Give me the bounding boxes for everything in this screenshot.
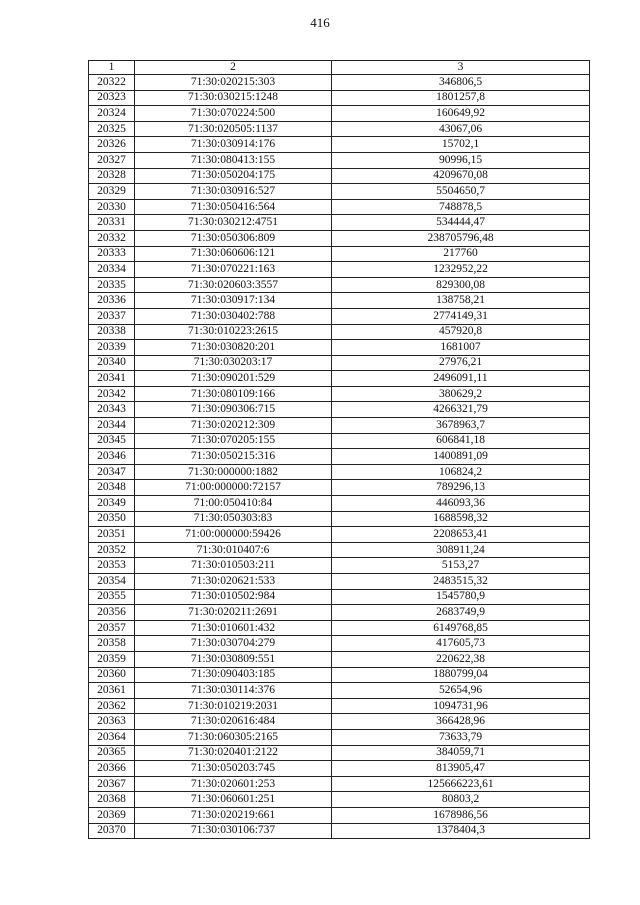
row-number-cell: 20369	[89, 807, 135, 823]
cadastral-number-cell: 71:30:030916:527	[135, 184, 332, 200]
row-number-cell: 20337	[89, 308, 135, 324]
cadastral-number-cell: 71:30:050215:316	[135, 449, 332, 465]
cadastral-number-cell: 71:30:070224:500	[135, 106, 332, 122]
table-row	[89, 651, 590, 667]
value-cell: 73633,79	[332, 729, 590, 745]
value-cell: 238705796,48	[332, 230, 590, 246]
value-cell: 90996,15	[332, 152, 590, 168]
row-number-cell: 20323	[89, 90, 135, 106]
row-number-cell: 20335	[89, 277, 135, 293]
value-cell: 1094731,96	[332, 698, 590, 714]
cadastral-number-cell: 71:30:020601:253	[135, 776, 332, 792]
cadastral-number-cell: 71:30:060606:121	[135, 246, 332, 262]
row-number-cell: 20361	[89, 683, 135, 699]
table-row	[89, 745, 590, 761]
table-row	[89, 729, 590, 745]
cadastral-number-cell: 71:30:080109:166	[135, 386, 332, 402]
row-number-cell: 20365	[89, 745, 135, 761]
table-row	[89, 667, 590, 683]
cadastral-number-cell: 71:30:050303:83	[135, 511, 332, 527]
table-row	[89, 527, 590, 543]
value-cell: 346806,5	[332, 75, 590, 91]
header-row	[89, 61, 590, 75]
cadastral-number-cell: 71:30:030820:201	[135, 340, 332, 356]
row-number-cell: 20340	[89, 355, 135, 371]
value-cell: 748878,5	[332, 199, 590, 215]
value-cell: 1801257,8	[332, 90, 590, 106]
table-row	[89, 511, 590, 527]
column-header-1: 1	[89, 61, 135, 75]
value-cell: 1681007	[332, 340, 590, 356]
cadastral-number-cell: 71:30:090201:529	[135, 371, 332, 387]
cadastral-number-cell: 71:30:070205:155	[135, 433, 332, 449]
value-cell: 4209670,08	[332, 168, 590, 184]
cadastral-number-cell: 71:30:030212:4751	[135, 215, 332, 231]
value-cell: 384059,71	[332, 745, 590, 761]
value-cell: 27976,21	[332, 355, 590, 371]
row-number-cell: 20344	[89, 418, 135, 434]
value-cell: 417605,73	[332, 636, 590, 652]
cadastral-number-cell: 71:30:050416:564	[135, 199, 332, 215]
cadastral-number-cell: 71:00:050410:84	[135, 496, 332, 512]
cadastral-number-cell: 71:30:020219:661	[135, 807, 332, 823]
table-row	[89, 277, 590, 293]
table-row	[89, 386, 590, 402]
page-number: 416	[310, 15, 330, 30]
table-row	[89, 589, 590, 605]
value-cell: 1678986,56	[332, 807, 590, 823]
value-cell: 160649,92	[332, 106, 590, 122]
row-number-cell: 20348	[89, 480, 135, 496]
table-row	[89, 542, 590, 558]
table-row	[89, 293, 590, 309]
cadastral-number-cell: 71:30:030106:737	[135, 823, 332, 839]
table-row	[89, 433, 590, 449]
row-number-cell: 20350	[89, 511, 135, 527]
table-row	[89, 246, 590, 262]
row-number-cell: 20359	[89, 651, 135, 667]
column-header-2: 2	[135, 61, 332, 75]
value-cell: 829300,08	[332, 277, 590, 293]
table-row	[89, 184, 590, 200]
value-cell: 5504650,7	[332, 184, 590, 200]
value-cell: 2683749,9	[332, 605, 590, 621]
row-number-cell: 20367	[89, 776, 135, 792]
value-cell: 1400891,09	[332, 449, 590, 465]
row-number-cell: 20326	[89, 137, 135, 153]
value-cell: 3678963,7	[332, 418, 590, 434]
value-cell: 217760	[332, 246, 590, 262]
table-row	[89, 496, 590, 512]
row-number-cell: 20347	[89, 464, 135, 480]
row-number-cell: 20362	[89, 698, 135, 714]
value-cell: 308911,24	[332, 542, 590, 558]
cadastral-number-cell: 71:30:090403:185	[135, 667, 332, 683]
value-cell: 1688598,32	[332, 511, 590, 527]
table-row	[89, 262, 590, 278]
table-row	[89, 558, 590, 574]
row-number-cell: 20331	[89, 215, 135, 231]
row-number-cell: 20324	[89, 106, 135, 122]
cadastral-number-cell: 71:30:000000:1882	[135, 464, 332, 480]
value-cell: 534444,47	[332, 215, 590, 231]
value-cell: 380629,2	[332, 386, 590, 402]
row-number-cell: 20364	[89, 729, 135, 745]
cadastral-number-cell: 71:30:030203:17	[135, 355, 332, 371]
cadastral-number-cell: 71:30:010407:6	[135, 542, 332, 558]
cadastral-number-cell: 71:30:030215:1248	[135, 90, 332, 106]
row-number-cell: 20339	[89, 340, 135, 356]
row-number-cell: 20353	[89, 558, 135, 574]
table-row	[89, 340, 590, 356]
row-number-cell: 20349	[89, 496, 135, 512]
cadastral-number-cell: 71:30:020401:2122	[135, 745, 332, 761]
table-row	[89, 324, 590, 340]
value-cell: 1378404,3	[332, 823, 590, 839]
table-row	[89, 402, 590, 418]
table-row	[89, 137, 590, 153]
row-number-cell: 20343	[89, 402, 135, 418]
table-row	[89, 480, 590, 496]
cadastral-number-cell: 71:30:020603:3557	[135, 277, 332, 293]
table-row	[89, 807, 590, 823]
value-cell: 789296,13	[332, 480, 590, 496]
table-body	[89, 75, 590, 839]
table-row	[89, 761, 590, 777]
value-cell: 446093,36	[332, 496, 590, 512]
row-number-cell: 20368	[89, 792, 135, 808]
table-row	[89, 215, 590, 231]
table-row	[89, 574, 590, 590]
row-number-cell: 20330	[89, 199, 135, 215]
row-number-cell: 20341	[89, 371, 135, 387]
row-number-cell: 20354	[89, 574, 135, 590]
row-number-cell: 20342	[89, 386, 135, 402]
value-cell: 606841,18	[332, 433, 590, 449]
row-number-cell: 20346	[89, 449, 135, 465]
cadastral-number-cell: 71:30:010502:984	[135, 589, 332, 605]
row-number-cell: 20360	[89, 667, 135, 683]
table-row	[89, 106, 590, 122]
row-number-cell: 20352	[89, 542, 135, 558]
cadastral-number-cell: 71:30:030114:376	[135, 683, 332, 699]
row-number-cell: 20363	[89, 714, 135, 730]
table-row	[89, 371, 590, 387]
cadastral-number-cell: 71:30:010223:2615	[135, 324, 332, 340]
row-number-cell: 20334	[89, 262, 135, 278]
cadastral-number-cell: 71:00:000000:59426	[135, 527, 332, 543]
value-cell: 457920,8	[332, 324, 590, 340]
cadastral-number-cell: 71:30:060601:251	[135, 792, 332, 808]
cadastral-number-cell: 71:30:010219:2031	[135, 698, 332, 714]
cadastral-number-cell: 71:00:000000:72157	[135, 480, 332, 496]
row-number-cell: 20370	[89, 823, 135, 839]
cadastral-number-cell: 71:30:070221:163	[135, 262, 332, 278]
cadastral-number-cell: 71:30:050203:745	[135, 761, 332, 777]
table-row	[89, 714, 590, 730]
cadastral-number-cell: 71:30:020215:303	[135, 75, 332, 91]
cadastral-number-cell: 71:30:050204:175	[135, 168, 332, 184]
row-number-cell: 20322	[89, 75, 135, 91]
cadastral-number-cell: 71:30:030809:551	[135, 651, 332, 667]
row-number-cell: 20358	[89, 636, 135, 652]
table-row	[89, 199, 590, 215]
table-row	[89, 308, 590, 324]
row-number-cell: 20336	[89, 293, 135, 309]
cadastral-number-cell: 71:30:030917:134	[135, 293, 332, 309]
cadastral-number-cell: 71:30:030402:788	[135, 308, 332, 324]
table-row	[89, 636, 590, 652]
table-header	[89, 61, 590, 75]
table-row	[89, 776, 590, 792]
table-row	[89, 683, 590, 699]
cadastral-number-cell: 71:30:050306:809	[135, 230, 332, 246]
table-row	[89, 152, 590, 168]
cadastral-number-cell: 71:30:020616:484	[135, 714, 332, 730]
value-cell: 813905,47	[332, 761, 590, 777]
row-number-cell: 20356	[89, 605, 135, 621]
table-row	[89, 90, 590, 106]
value-cell: 2496091,11	[332, 371, 590, 387]
value-cell: 1232952,22	[332, 262, 590, 278]
row-number-cell: 20327	[89, 152, 135, 168]
table-row	[89, 168, 590, 184]
cadastral-number-cell: 71:30:020211:2691	[135, 605, 332, 621]
row-number-cell: 20345	[89, 433, 135, 449]
row-number-cell: 20351	[89, 527, 135, 543]
value-cell: 43067,06	[332, 121, 590, 137]
row-number-cell: 20357	[89, 620, 135, 636]
column-header-3: 3	[332, 61, 590, 75]
value-cell: 138758,21	[332, 293, 590, 309]
cadastral-number-cell: 71:30:030914:176	[135, 137, 332, 153]
value-cell: 2208653,41	[332, 527, 590, 543]
value-cell: 106824,2	[332, 464, 590, 480]
value-cell: 5153,27	[332, 558, 590, 574]
cadastral-number-cell: 71:30:060305:2165	[135, 729, 332, 745]
table-row	[89, 75, 590, 91]
cadastral-number-cell: 71:30:090306:715	[135, 402, 332, 418]
value-cell: 2483515,32	[332, 574, 590, 590]
row-number-cell: 20333	[89, 246, 135, 262]
table-row	[89, 355, 590, 371]
row-number-cell: 20338	[89, 324, 135, 340]
table-row	[89, 418, 590, 434]
table-row	[89, 823, 590, 839]
row-number-cell: 20355	[89, 589, 135, 605]
table-row	[89, 698, 590, 714]
table-row	[89, 605, 590, 621]
value-cell: 366428,96	[332, 714, 590, 730]
table-row	[89, 464, 590, 480]
row-number-cell: 20325	[89, 121, 135, 137]
cadastral-number-cell: 71:30:020621:533	[135, 574, 332, 590]
cadastral-number-cell: 71:30:020505:1137	[135, 121, 332, 137]
value-cell: 80803,2	[332, 792, 590, 808]
data-table	[88, 60, 590, 839]
row-number-cell: 20366	[89, 761, 135, 777]
value-cell: 220622,38	[332, 651, 590, 667]
table-row	[89, 620, 590, 636]
table-row	[89, 449, 590, 465]
value-cell: 125666223,61	[332, 776, 590, 792]
cadastral-number-cell: 71:30:010503:211	[135, 558, 332, 574]
value-cell: 1880799,04	[332, 667, 590, 683]
value-cell: 52654,96	[332, 683, 590, 699]
table-row	[89, 121, 590, 137]
cadastral-number-cell: 71:30:030704:279	[135, 636, 332, 652]
value-cell: 1545780,9	[332, 589, 590, 605]
cadastral-number-cell: 71:30:010601:432	[135, 620, 332, 636]
value-cell: 4266321,79	[332, 402, 590, 418]
table-row	[89, 792, 590, 808]
row-number-cell: 20332	[89, 230, 135, 246]
row-number-cell: 20329	[89, 184, 135, 200]
cadastral-number-cell: 71:30:020212:309	[135, 418, 332, 434]
value-cell: 6149768,85	[332, 620, 590, 636]
row-number-cell: 20328	[89, 168, 135, 184]
value-cell: 15702,1	[332, 137, 590, 153]
value-cell: 2774149,31	[332, 308, 590, 324]
table-row	[89, 230, 590, 246]
cadastral-number-cell: 71:30:080413:155	[135, 152, 332, 168]
